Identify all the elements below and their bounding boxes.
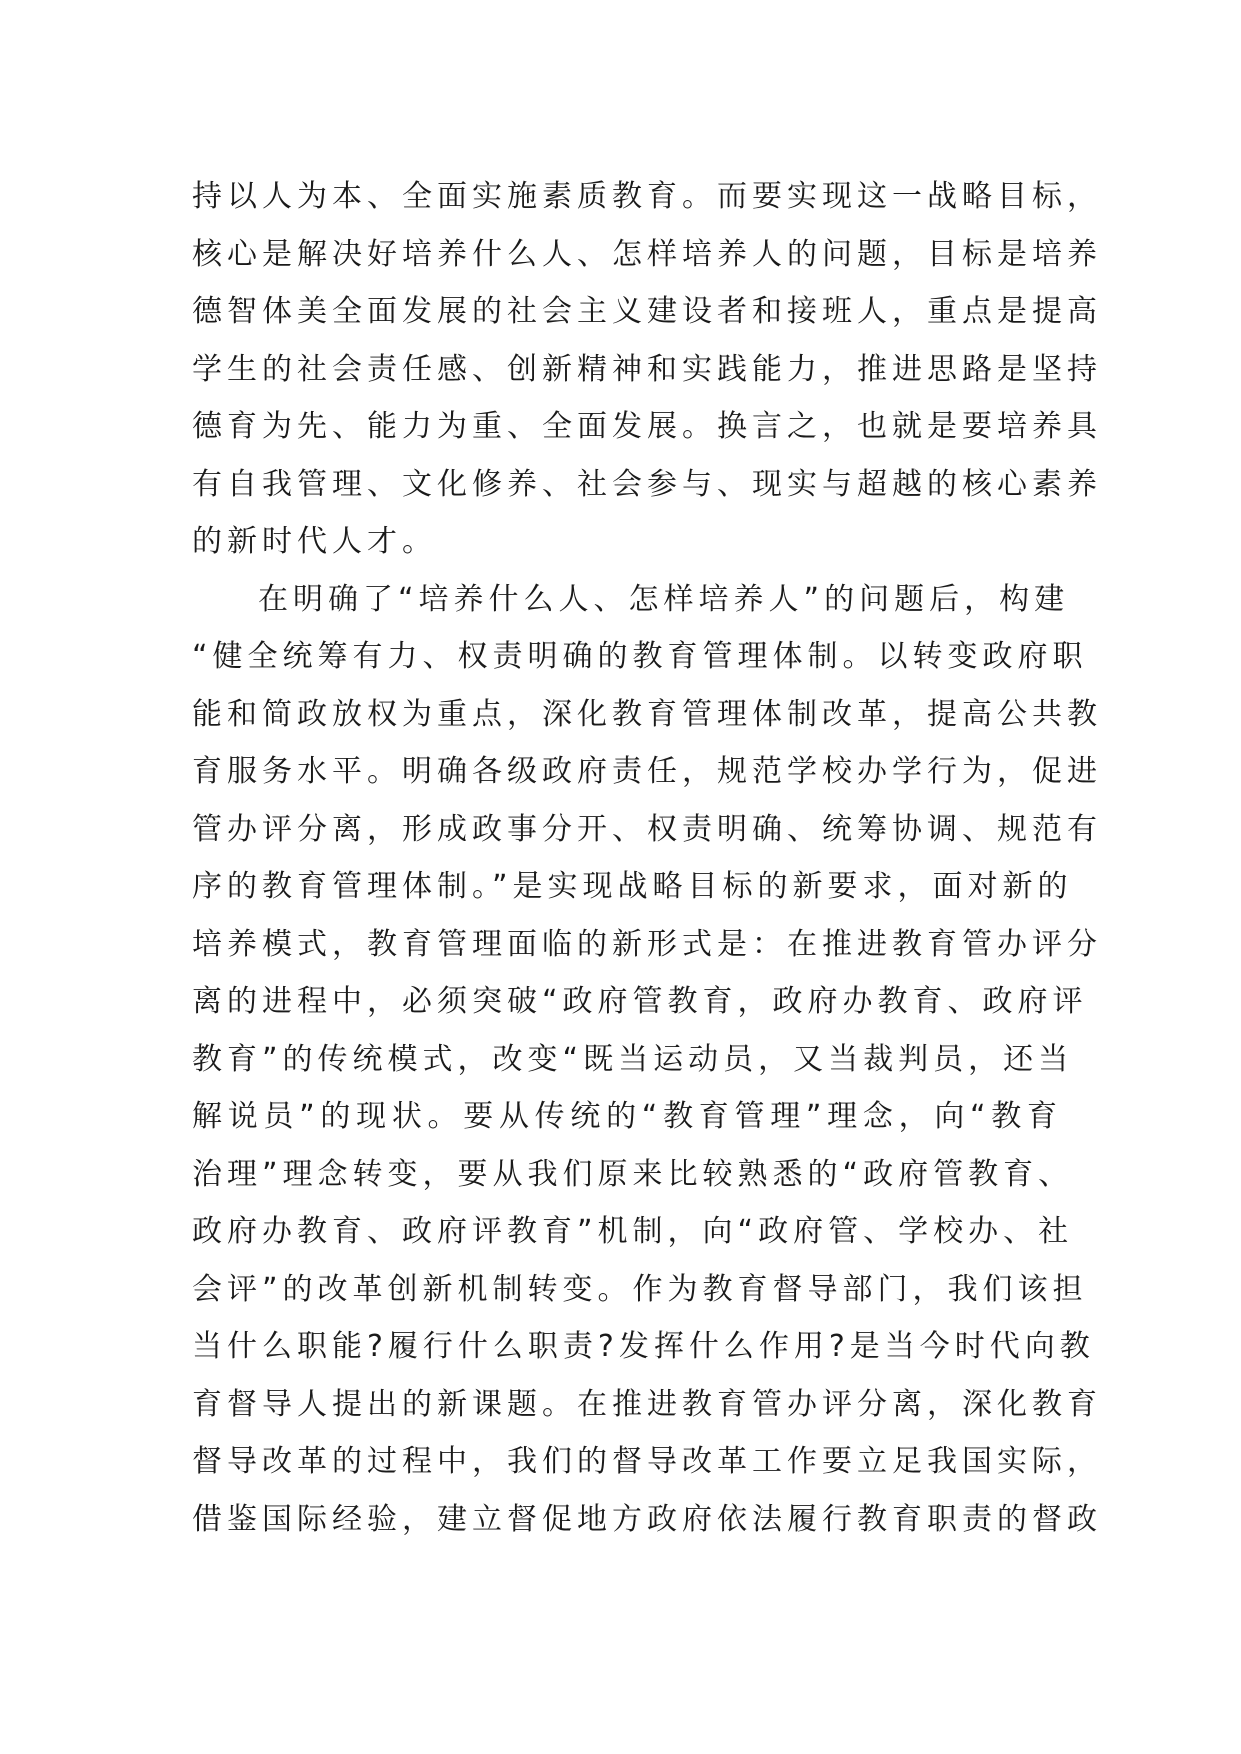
text-line: 会评”的改革创新机制转变。作为教育督导部门，我们该担 (192, 1271, 1088, 1307)
text-line: 培养模式，教育管理面临的新形式是：在推进教育管办评分 (192, 926, 1102, 962)
text-line: 的新时代人才。 (192, 524, 437, 559)
paragraph-education-management (192, 571, 1102, 1549)
text-line: 管办评分离，形成政事分开、权责明确、统筹协调、规范有 (192, 811, 1102, 847)
document-body (192, 168, 1102, 1548)
text-line: 持以人为本、全面实施素质教育。而要实现这一战略目标， (192, 179, 1102, 214)
text-line: 德育为先、能力为重、全面发展。换言之，也就是要培养具 (192, 409, 1102, 444)
text-line: 核心是解决好培养什么人、怎样培养人的问题，目标是培养 (192, 236, 1102, 272)
text-line: 离的进程中，必须突破“政府管教育，政府办教育、政府评 (192, 984, 1088, 1019)
text-line: 德智体美全面发展的社会主义建设者和接班人，重点是提高 (192, 294, 1102, 329)
text-line: “健全统筹有力、权责明确的教育管理体制。以转变政府职 (192, 639, 1088, 674)
text-line: 能和简政放权为重点，深化教育管理体制改革，提高公共教 (192, 696, 1102, 732)
text-line: 当什么职能?履行什么职责?发挥什么作用?是当今时代向教 (192, 1329, 1095, 1364)
paragraph-continued (192, 168, 1102, 571)
text-line: 在明确了“培养什么人、怎样培养人”的问题后，构建 (258, 581, 1070, 617)
text-line: 有自我管理、文化修养、社会参与、现实与超越的核心素养 (192, 466, 1102, 502)
text-line: 政府办教育、政府评教育”机制，向“政府管、学校办、社 (192, 1214, 1074, 1249)
text-line: 借鉴国际经验，建立督促地方政府依法履行教育职责的督政 (192, 1501, 1102, 1537)
text-line: 序的教育管理体制。”是实现战略目标的新要求，面对新的 (192, 869, 1073, 904)
text-line: 育服务水平。明确各级政府责任，规范学校办学行为，促进 (192, 754, 1102, 789)
text-line: 教育”的传统模式，改变“既当运动员，又当裁判员，还当 (192, 1041, 1074, 1077)
text-line: 育督导人提出的新课题。在推进教育管办评分离，深化教育 (192, 1386, 1102, 1422)
text-line: 解说员”的现状。要从传统的“教育管理”理念，向“教育 (192, 1099, 1062, 1134)
text-line: 学生的社会责任感、创新精神和实践能力，推进思路是坚持 (192, 351, 1102, 387)
text-line: 治理”理念转变，要从我们原来比较熟悉的“政府管教育、 (192, 1156, 1074, 1192)
text-line: 督导改革的过程中，我们的督导改革工作要立足我国实际， (192, 1444, 1102, 1479)
